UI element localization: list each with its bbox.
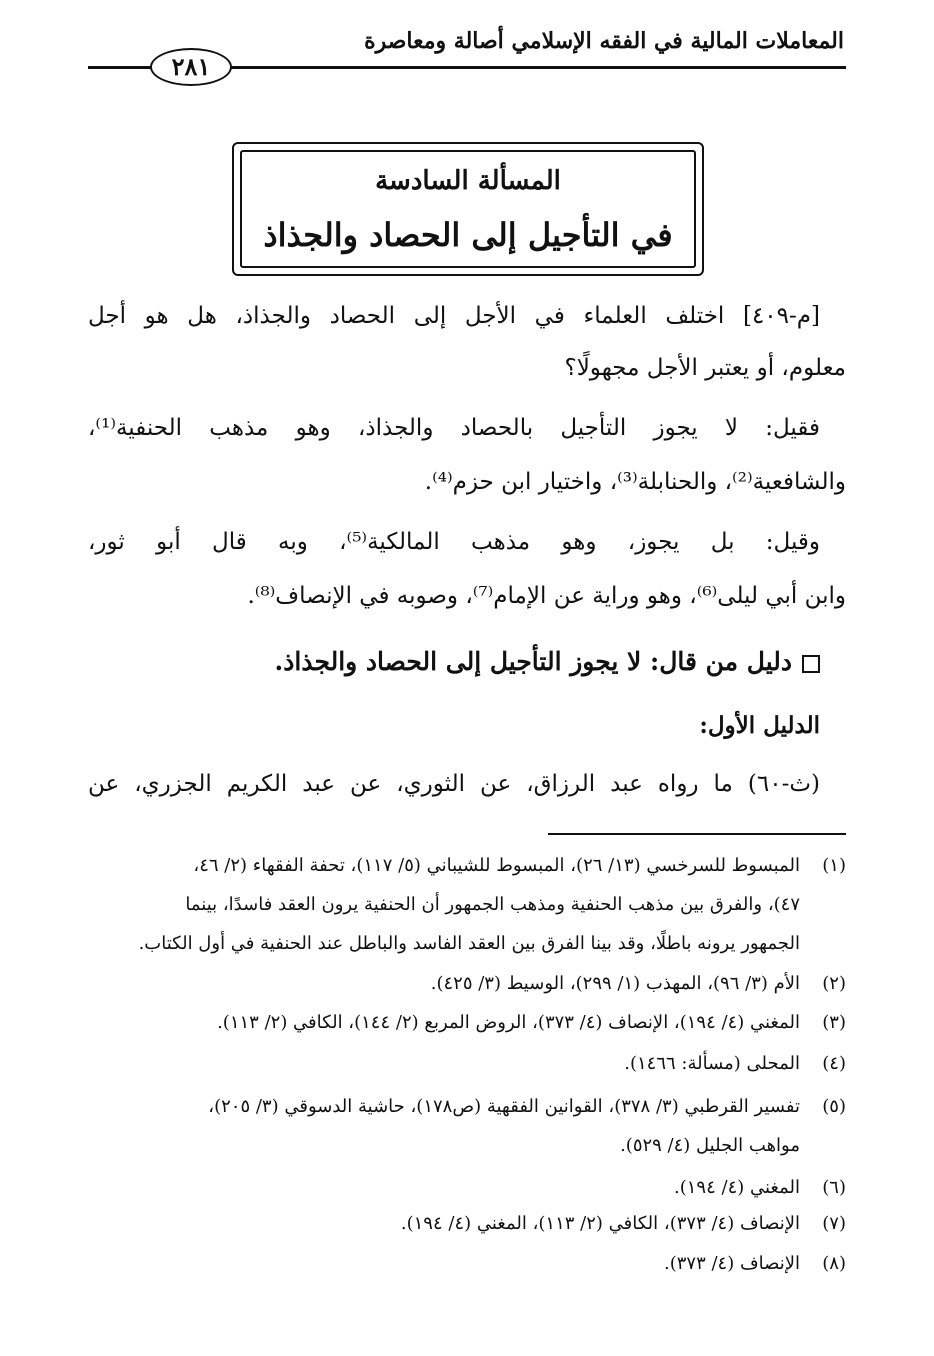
title-box (232, 142, 704, 276)
footnote-number: (١) (822, 855, 846, 876)
paragraph-1-line-2: معلوم، أو يعتبر الأجل مجهولًا؟ (564, 355, 846, 381)
footnote-separator (548, 833, 846, 835)
paragraph-2-line-1: فقيل: لا يجوز التأجيل بالحصاد والجذاذ، وهو مذهب الحنفية⁽¹⁾، (88, 415, 820, 441)
paragraph-3-line-2: وابن أبي ليلى⁽⁶⁾، وهو وراية عن الإمام⁽⁷⁾، وصوبه في الإنصاف⁽⁸⁾. (247, 583, 846, 609)
footnote-text: الإنصاف (٤/ ٣٧٣). (663, 1253, 800, 1274)
footnote-text: الإنصاف (٤/ ٣٧٣)، الكافي (٢/ ١١٣)، المغني (٤/ ١٩٤). (400, 1213, 800, 1234)
square-bullet-icon (802, 655, 820, 673)
paragraph-1-line-1: [م-٤٠٩] اختلف العلماء في الأجل إلى الحصاد والجذاذ، هل هو أجل (88, 303, 820, 329)
footnote-1-line-2: ٤٧)، والفرق بين مذهب الحنفية ومذهب الجمهور أن الحنفية يرون العقد فاسدًا، بينما (185, 894, 800, 915)
footnote-number: (٧) (822, 1213, 846, 1234)
paragraph-3-line-1: وقيل: بل يجوز، وهو مذهب المالكية⁽⁵⁾، وبه قال أبو ثور، (88, 529, 820, 555)
footnote-1-line-3: الجمهور يرونه باطلًا، وقد بينا الفرق بين العقد الفاسد والباطل عند الحنفية في أول الكتاب. (138, 933, 800, 954)
section-heading-text: دليل من قال: لا يجوز التأجيل إلى الحصاد والجذاذ. (274, 647, 792, 676)
footnote-text: المغني (٤/ ١٩٤)، الإنصاف (٤/ ٣٧٣)، الروض المربع (٢/ ١٤٤)، الكافي (٢/ ١١٣). (217, 1012, 800, 1033)
footnote-number: (٦) (822, 1177, 846, 1198)
footnote-text: تفسير القرطبي (٣/ ٣٧٨)، القوانين الفقهية (ص١٧٨)، حاشية الدسوقي (٣/ ٢٠٥)، (208, 1096, 800, 1117)
footnote-number: (٨) (822, 1253, 846, 1274)
footnote-number: (٢) (822, 973, 846, 994)
section-heading (88, 646, 846, 678)
footnote-text: المغني (٤/ ١٩٤). (674, 1177, 800, 1198)
footnote-text: الأم (٣/ ٩٦)، المهذب (١/ ٢٩٩)، الوسيط (٣/ ٤٢٥). (430, 973, 800, 994)
footnote-number: (٣) (822, 1012, 846, 1033)
sub-heading: الدليل الأول: (699, 712, 820, 739)
footnote-text: المبسوط للسرخسي (١٣/ ٢٦)، المبسوط للشيباني (٥/ ١١٧)، تحفة الفقهاء (٢/ ٤٦، (193, 855, 800, 876)
running-title: المعاملات المالية في الفقه الإسلامي أصالة ومعاصرة (364, 28, 844, 54)
footnote-number: (٥) (822, 1096, 846, 1117)
footnote-5-line-2: مواهب الجليل (٤/ ٥٢٩). (620, 1135, 800, 1156)
issue-number-title: المسألة السادسة (375, 166, 561, 196)
issue-subject-title: في التأجيل إلى الحصاد والجذاذ (263, 216, 673, 254)
page-number: ٢٨١ (150, 48, 232, 86)
footnote-number: (٤) (822, 1053, 846, 1074)
paragraph-2-line-2: والشافعية⁽²⁾، والحنابلة⁽³⁾، واختيار ابن حزم⁽⁴⁾. (424, 469, 846, 495)
paragraph-4-line-1: (ث-٦٠) ما رواه عبد الرزاق، عن الثوري، عن عبد الكريم الجزري، عن (88, 771, 820, 797)
footnote-text: المحلى (مسألة: ١٤٦٦). (624, 1053, 800, 1074)
